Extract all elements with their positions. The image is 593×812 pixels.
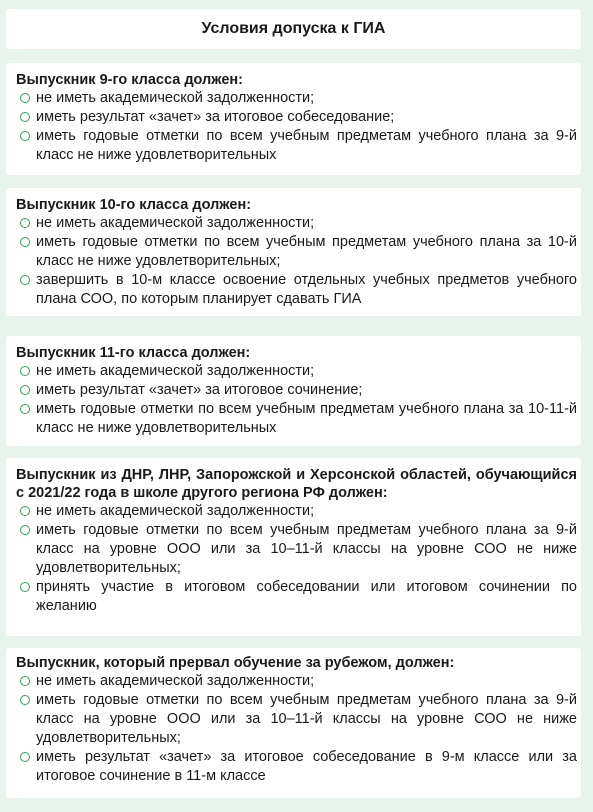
circle-bullet-icon — [20, 366, 30, 376]
list-item: иметь результат «зачет» за итоговое собеседование в 9-м классе или за итоговое сочинение в 11-м классе — [16, 748, 581, 786]
circle-bullet-icon — [20, 385, 30, 395]
circle-bullet-icon — [20, 695, 30, 705]
list-item: не иметь академической задолженности; — [16, 214, 581, 233]
list-item: иметь годовые отметки по всем учебным предметам учебного плана за 10-11-й класс не ниже удовлетворительных — [16, 400, 581, 438]
list-item: иметь результат «зачет» за итоговое сочинение; — [16, 381, 581, 400]
circle-bullet-icon — [20, 525, 30, 535]
section-grade-9 — [6, 63, 581, 175]
list-item: не иметь академической задолженности; — [16, 672, 581, 691]
section-grade-10 — [6, 188, 581, 316]
section-heading: Выпускник, который прервал обучение за рубежом, должен: — [16, 655, 455, 671]
list-item: иметь годовые отметки по всем учебным предметам учебного плана за 9-й класс не ниже удовлетворительных — [16, 127, 581, 165]
list-item: иметь годовые отметки по всем учебным предметам учебного плана за 10-й класс не ниже удовлетворительных; — [16, 233, 581, 271]
section-heading: Выпускник 10-го класса должен: — [16, 197, 252, 213]
section-heading: Выпускник 11-го класса должен: — [16, 345, 251, 361]
list-item: иметь годовые отметки по всем учебным предметам учебного плана за 9-й класс на уровне ООО или за 10–11-й классы на уровне СОО не ниже удовлетворительных; — [16, 521, 581, 578]
section-heading: Выпускник 9-го класса должен: — [16, 72, 243, 88]
circle-bullet-icon — [20, 93, 30, 103]
page-title: Условия допуска к ГИА — [201, 20, 386, 37]
section-grade-11 — [6, 336, 581, 446]
list-item: не иметь академической задолженности; — [16, 89, 581, 108]
list-item: завершить в 10-м классе освоение отдельных учебных предметов учебного плана СОО, по которым планирует сдавать ГИА — [16, 271, 581, 309]
list-item: не иметь академической задолженности; — [16, 502, 581, 521]
section-dnr-lnr — [6, 458, 581, 636]
circle-bullet-icon — [20, 582, 30, 592]
circle-bullet-icon — [20, 112, 30, 122]
page-title-card — [6, 9, 581, 49]
circle-bullet-icon — [20, 218, 30, 228]
circle-bullet-icon — [20, 506, 30, 516]
list-item: не иметь академической задолженности; — [16, 362, 581, 381]
list-item: иметь годовые отметки по всем учебным предметам учебного плана за 9-й класс на уровне ООО или за 10–11-й классы на уровне СОО не ниже удовлетворительных; — [16, 691, 581, 748]
circle-bullet-icon — [20, 275, 30, 285]
circle-bullet-icon — [20, 404, 30, 414]
circle-bullet-icon — [20, 237, 30, 247]
section-abroad — [6, 648, 581, 798]
section-heading: Выпускник из ДНР, ЛНР, Запорожской и Херсонской областей, обучающийся с 2021/22 года в школе другого региона РФ должен: — [16, 467, 577, 501]
circle-bullet-icon — [20, 131, 30, 141]
circle-bullet-icon — [20, 676, 30, 686]
list-item: принять участие в итоговом собеседовании или итоговом сочинении по желанию — [16, 578, 581, 616]
circle-bullet-icon — [20, 752, 30, 762]
list-item: иметь результат «зачет» за итоговое собеседование; — [16, 108, 581, 127]
